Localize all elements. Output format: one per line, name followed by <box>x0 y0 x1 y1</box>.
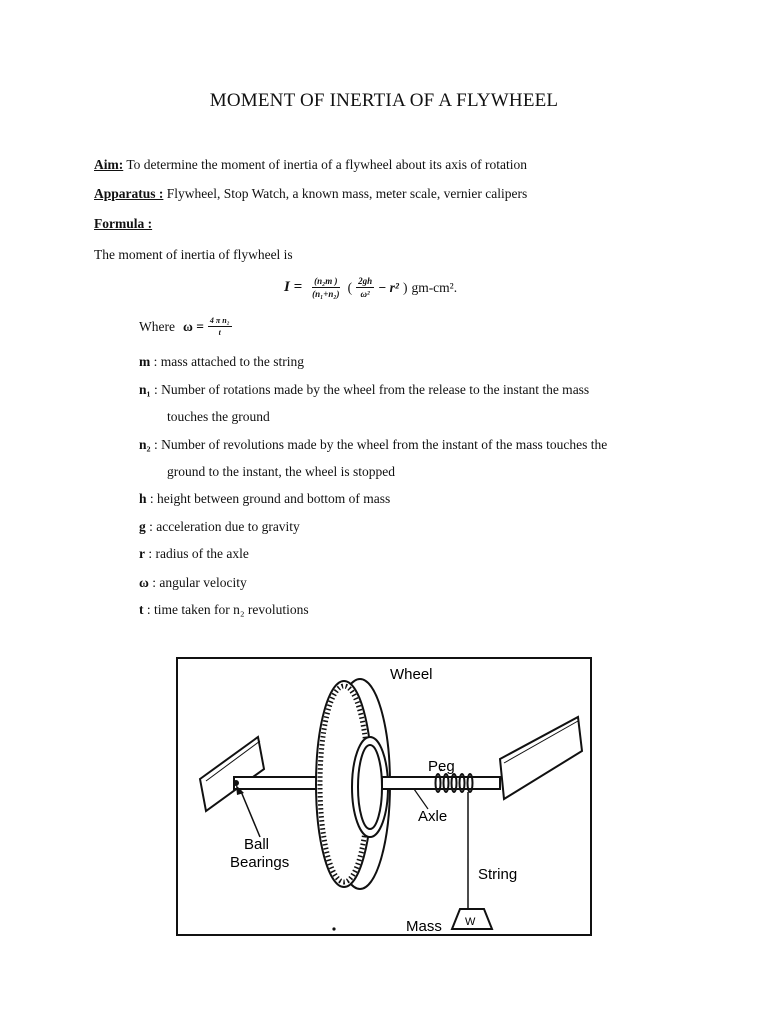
label-axle: Axle <box>418 808 448 825</box>
definition-symbol: ω <box>139 575 149 590</box>
formula-intro: The moment of inertia of flywheel is <box>94 247 293 262</box>
definition-text: : angular velocity <box>148 575 247 590</box>
formula-minus-r2: − r² <box>378 279 399 295</box>
definition-g <box>139 519 300 535</box>
definition-symbol: t <box>139 602 144 617</box>
label-weight: W <box>465 916 476 928</box>
label-mass: Mass <box>406 918 442 934</box>
definition-omega <box>139 575 247 591</box>
label-wheel: Wheel <box>390 666 433 683</box>
where-fraction-num: 4 π n₂ <box>209 316 230 325</box>
pointer-axle <box>414 789 428 809</box>
definition-text: : Number of revolutions made by the wheel from the instant of the mass touches the <box>150 437 608 452</box>
formula-equation <box>284 276 457 299</box>
definition-n2-continued: ground to the instant, the wheel is stopped <box>167 464 395 479</box>
label-string: String <box>478 866 518 883</box>
where-fraction <box>208 316 232 337</box>
apparatus-line <box>94 186 527 202</box>
definition-text: : radius of the axle <box>145 546 249 561</box>
formula-lhs: I = <box>284 279 303 295</box>
formula-close-paren: ) <box>402 279 408 295</box>
apparatus-label: Apparatus : <box>94 186 164 201</box>
where-symbol: ω = <box>182 318 204 334</box>
label-peg: Peg <box>428 758 455 775</box>
definition-n1 <box>139 382 589 398</box>
definition-text: : mass attached to the string <box>150 354 304 369</box>
pointer-ball-bearings <box>240 789 260 837</box>
definition-symbol: h <box>139 491 147 506</box>
definition-n2 <box>139 437 607 453</box>
definition-symbol: n₂ <box>139 437 151 452</box>
formula-fraction-2 <box>356 276 374 299</box>
page-title: MOMENT OF INERTIA OF A FLYWHEEL <box>209 90 559 111</box>
where-label: Where <box>139 318 175 334</box>
definition-text: : Number of rotations made by the wheel from the release to the instant the mass <box>150 382 590 397</box>
stray-dot <box>332 927 335 930</box>
aim-line <box>94 157 527 173</box>
definition-n1-continued: touches the ground <box>167 409 270 424</box>
left-bearing-plate <box>200 737 264 811</box>
formula-unit: gm-cm². <box>411 279 458 295</box>
formula-heading: Formula : <box>94 216 153 231</box>
ball-bearing-dot <box>233 780 239 786</box>
definition-text: : time taken for n₂ revolutions <box>143 602 309 617</box>
flywheel-hub-inner <box>358 745 382 829</box>
aim-text: To determine the moment of inertia of a flywheel about its axis of rotation <box>123 157 527 172</box>
aim-label: Aim: <box>94 157 124 172</box>
label-ball: Ball <box>244 836 270 853</box>
formula-fraction-1-num: (n₂m ) <box>314 276 338 286</box>
definition-symbol: g <box>139 519 146 534</box>
apparatus-text: Flywheel, Stop Watch, a known mass, meter scale, vernier calipers <box>163 186 528 201</box>
definition-t <box>139 602 309 618</box>
label-bearings: Bearings <box>230 854 290 871</box>
flywheel-diagram <box>176 657 592 936</box>
definition-symbol: n₁ <box>139 382 151 397</box>
definition-h <box>139 491 390 507</box>
where-line <box>139 316 236 337</box>
where-fraction-den: t <box>218 328 221 337</box>
flywheel-diagram-svg <box>178 659 590 934</box>
formula-fraction-1-den: (n₁+n₂) <box>312 289 340 299</box>
formula-fraction-2-den: ω² <box>360 289 370 299</box>
definition-symbol: r <box>139 546 145 561</box>
definition-r <box>139 546 249 562</box>
definition-text: : acceleration due to gravity <box>145 519 300 534</box>
formula-fraction-1 <box>312 276 339 299</box>
formula-fraction-2-num: 2gh <box>358 276 373 286</box>
definition-symbol: m <box>139 354 151 369</box>
formula-open-paren: ( <box>347 279 353 295</box>
definition-text: : height between ground and bottom of mass <box>146 491 391 506</box>
definition-m <box>139 354 304 370</box>
